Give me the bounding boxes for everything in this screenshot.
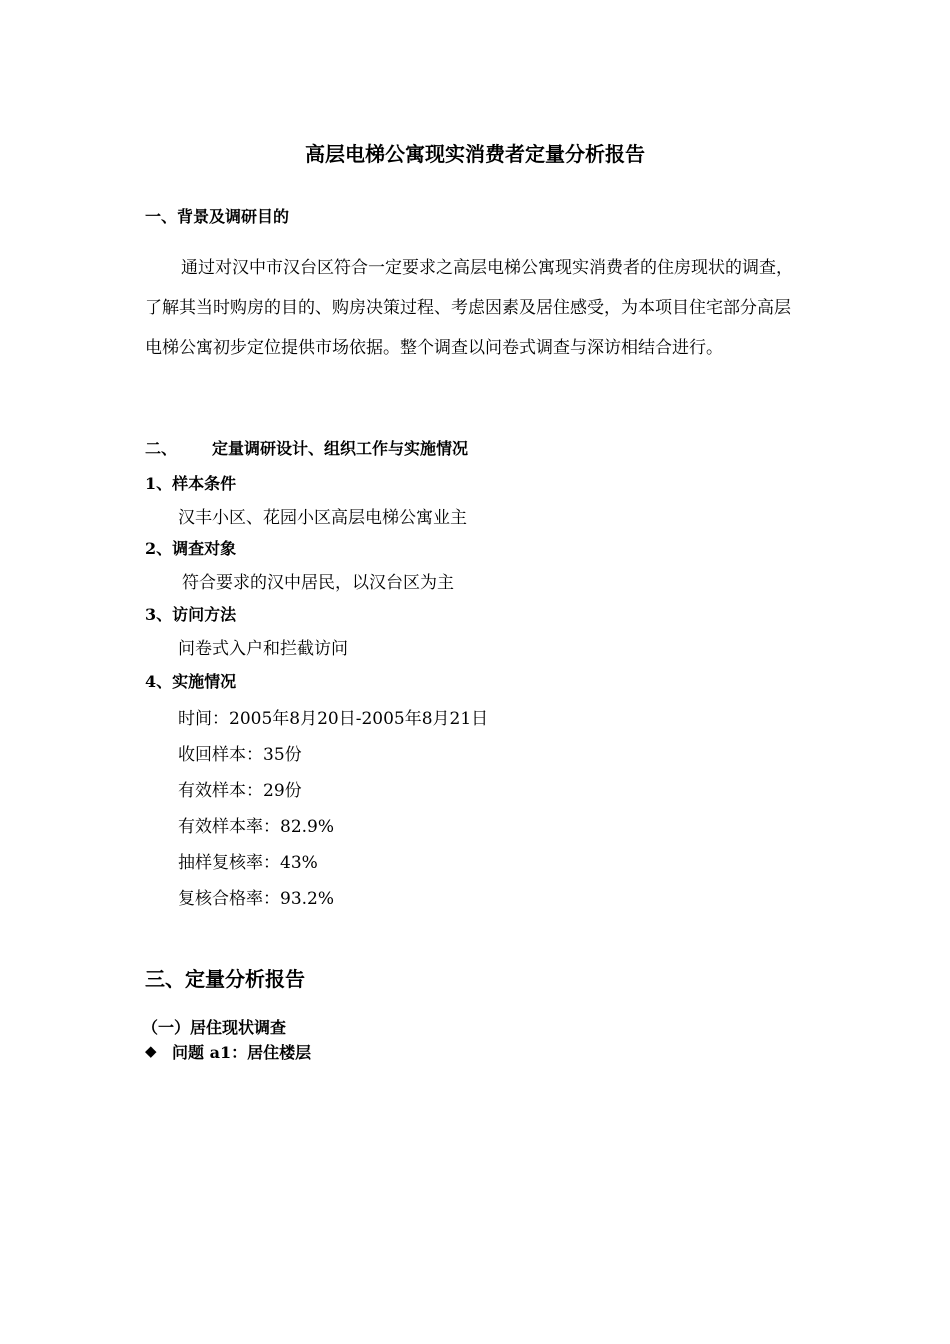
item-interview-method-label: 3、访问方法 <box>145 605 237 624</box>
section2-number: 二、 <box>145 439 178 458</box>
item-sample-conditions-label: 1、样本条件 <box>145 474 237 493</box>
section3-subheading: （一）居住现状调查 <box>142 1018 287 1037</box>
item-implementation-label: 4、实施情况 <box>145 672 237 691</box>
section3-heading: 三、定量分析报告 <box>145 967 305 991</box>
detail-returned-samples: 收回样本：35份 <box>178 745 302 765</box>
section1-paragraph <box>145 248 807 368</box>
item-interview-method-content: 问卷式入户和拦截访问 <box>178 639 348 659</box>
detail-valid-samples: 有效样本：29份 <box>178 781 302 801</box>
section2-heading: 定量调研设计、组织工作与实施情况 <box>212 439 469 458</box>
question-a1-label: 问题 a1：居住楼层 <box>172 1043 312 1062</box>
detail-valid-rate: 有效样本率：82.9% <box>178 817 335 837</box>
diamond-bullet-icon: ◆ <box>145 1042 157 1060</box>
item-survey-target-content: 符合要求的汉中居民，以汉台区为主 <box>182 573 454 593</box>
section1-paragraph-text: 通过对汉中市汉台区符合一定要求之高层电梯公寓现实消费者的住房现状的调查，了解其当时购房的目的、购房决策过程、考虑因素及居住感受，为本项目住宅部分高层电梯公寓初步定位提供市场依据。整个调查以问卷式调查与深访相结合进行。 <box>145 258 793 358</box>
document-title: 高层电梯公寓现实消费者定量分析报告 <box>305 142 645 166</box>
section1-heading: 一、背景及调研目的 <box>145 207 290 226</box>
detail-sampling-review-rate: 抽样复核率：43% <box>178 853 318 873</box>
item-survey-target-label: 2、调查对象 <box>145 539 237 558</box>
item-sample-conditions-content: 汉丰小区、花园小区高层电梯公寓业主 <box>178 508 467 528</box>
detail-time: 时间：2005年8月20日-2005年8月21日 <box>178 709 489 729</box>
detail-review-pass-rate: 复核合格率：93.2% <box>178 889 335 909</box>
